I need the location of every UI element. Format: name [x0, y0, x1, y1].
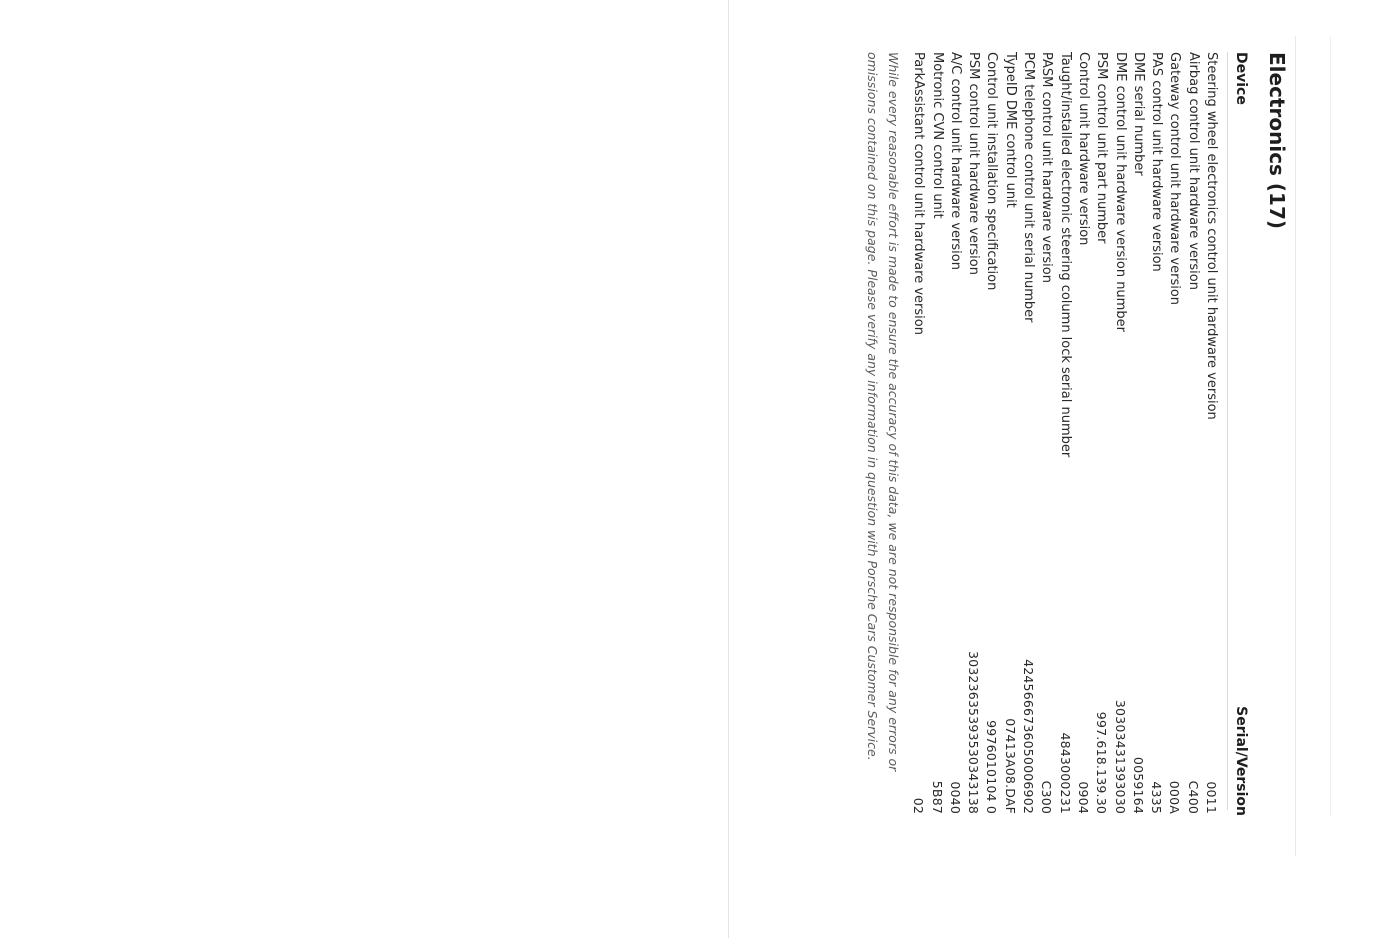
device-cell: Control unit installation specification [984, 52, 1000, 291]
serial-cell: 4843000231 [1057, 732, 1073, 814]
device-cell: Gateway control unit hardware version [1167, 52, 1183, 306]
header-divider [1227, 52, 1228, 810]
table-row [1000, 52, 1018, 816]
serial-column-header: Serial/Version [1233, 706, 1249, 816]
device-column-header: Device [1233, 52, 1249, 105]
serial-cell: 07413A08.DAF [1002, 718, 1018, 814]
table-row [964, 52, 982, 816]
table-row [1037, 52, 1055, 816]
device-cell: ParkAssistant control unit hardware version [911, 52, 927, 335]
section-title: Electronics (17) [1265, 52, 1289, 230]
serial-cell: 997.618.139.30 [1094, 711, 1110, 814]
table-row [1165, 52, 1183, 816]
serial-cell: 0040 [947, 781, 963, 814]
device-cell: DME control unit hardware version number [1112, 52, 1128, 332]
device-cell: Control unit hardware version [1075, 52, 1091, 246]
table-row [1202, 52, 1220, 816]
table-row [1129, 52, 1147, 816]
device-cell: TypeID DME control unit [1002, 52, 1018, 208]
serial-cell: 0904 [1075, 781, 1091, 814]
disclaimer-line: While every reasonable effort is made to ensure the accuracy of this data, we are not responsible for any errors or [886, 52, 901, 772]
serial-cell: 5B87 [929, 780, 945, 814]
table-row [1147, 52, 1165, 816]
device-cell: A/C control unit hardware version [947, 52, 963, 270]
table-row [1110, 52, 1128, 816]
table-row [1092, 52, 1110, 816]
serial-cell: 02 [911, 797, 927, 814]
disclaimer-line: omissions contained on this page. Please verify any information in question with Porsche Cars Customer Service. [865, 52, 880, 761]
device-cell: PSM control unit part number [1094, 52, 1110, 244]
table-row [927, 52, 945, 816]
page-margin-line [1330, 36, 1331, 816]
serial-cell: 4245666736050006902 [1021, 659, 1037, 814]
table-row [982, 52, 1000, 816]
device-cell: Steering wheel electronics control unit hardware version [1204, 52, 1219, 420]
serial-cell: 0011 [1204, 781, 1219, 814]
table-row [1019, 52, 1037, 816]
serial-cell: 30303431393030 [1112, 699, 1128, 814]
serial-cell: 30323635393530343138 [966, 650, 982, 814]
device-cell: PAS control unit hardware version [1149, 52, 1165, 272]
table-row [1183, 52, 1201, 816]
serial-cell: 000A [1167, 780, 1183, 814]
serial-cell: 9976010104 0 [984, 720, 1000, 814]
device-cell: PSM control unit hardware version [966, 52, 982, 275]
device-cell: PASM control unit hardware version [1039, 52, 1055, 283]
device-table [909, 52, 1220, 816]
serial-cell: C300 [1039, 780, 1055, 814]
page-fold-line [1295, 36, 1296, 856]
serial-cell: 0059164 [1130, 756, 1146, 814]
table-row [1074, 52, 1092, 816]
disclaimer [862, 52, 904, 842]
table-row [909, 52, 927, 816]
rotated-content [850, 52, 1290, 882]
table-row [946, 52, 964, 816]
serial-cell: 4335 [1149, 781, 1165, 814]
device-cell: Airbag control unit hardware version [1185, 52, 1201, 290]
device-cell: Motronic CVN control unit [929, 52, 945, 219]
device-cell: PCM telephone control unit serial number [1021, 52, 1037, 323]
page-edge-line [728, 0, 729, 938]
serial-cell: C400 [1185, 780, 1201, 814]
device-cell: Taught/installed electronic steering column lock serial number [1057, 52, 1073, 458]
device-cell: DME serial number [1130, 52, 1146, 176]
table-row [1055, 52, 1073, 816]
